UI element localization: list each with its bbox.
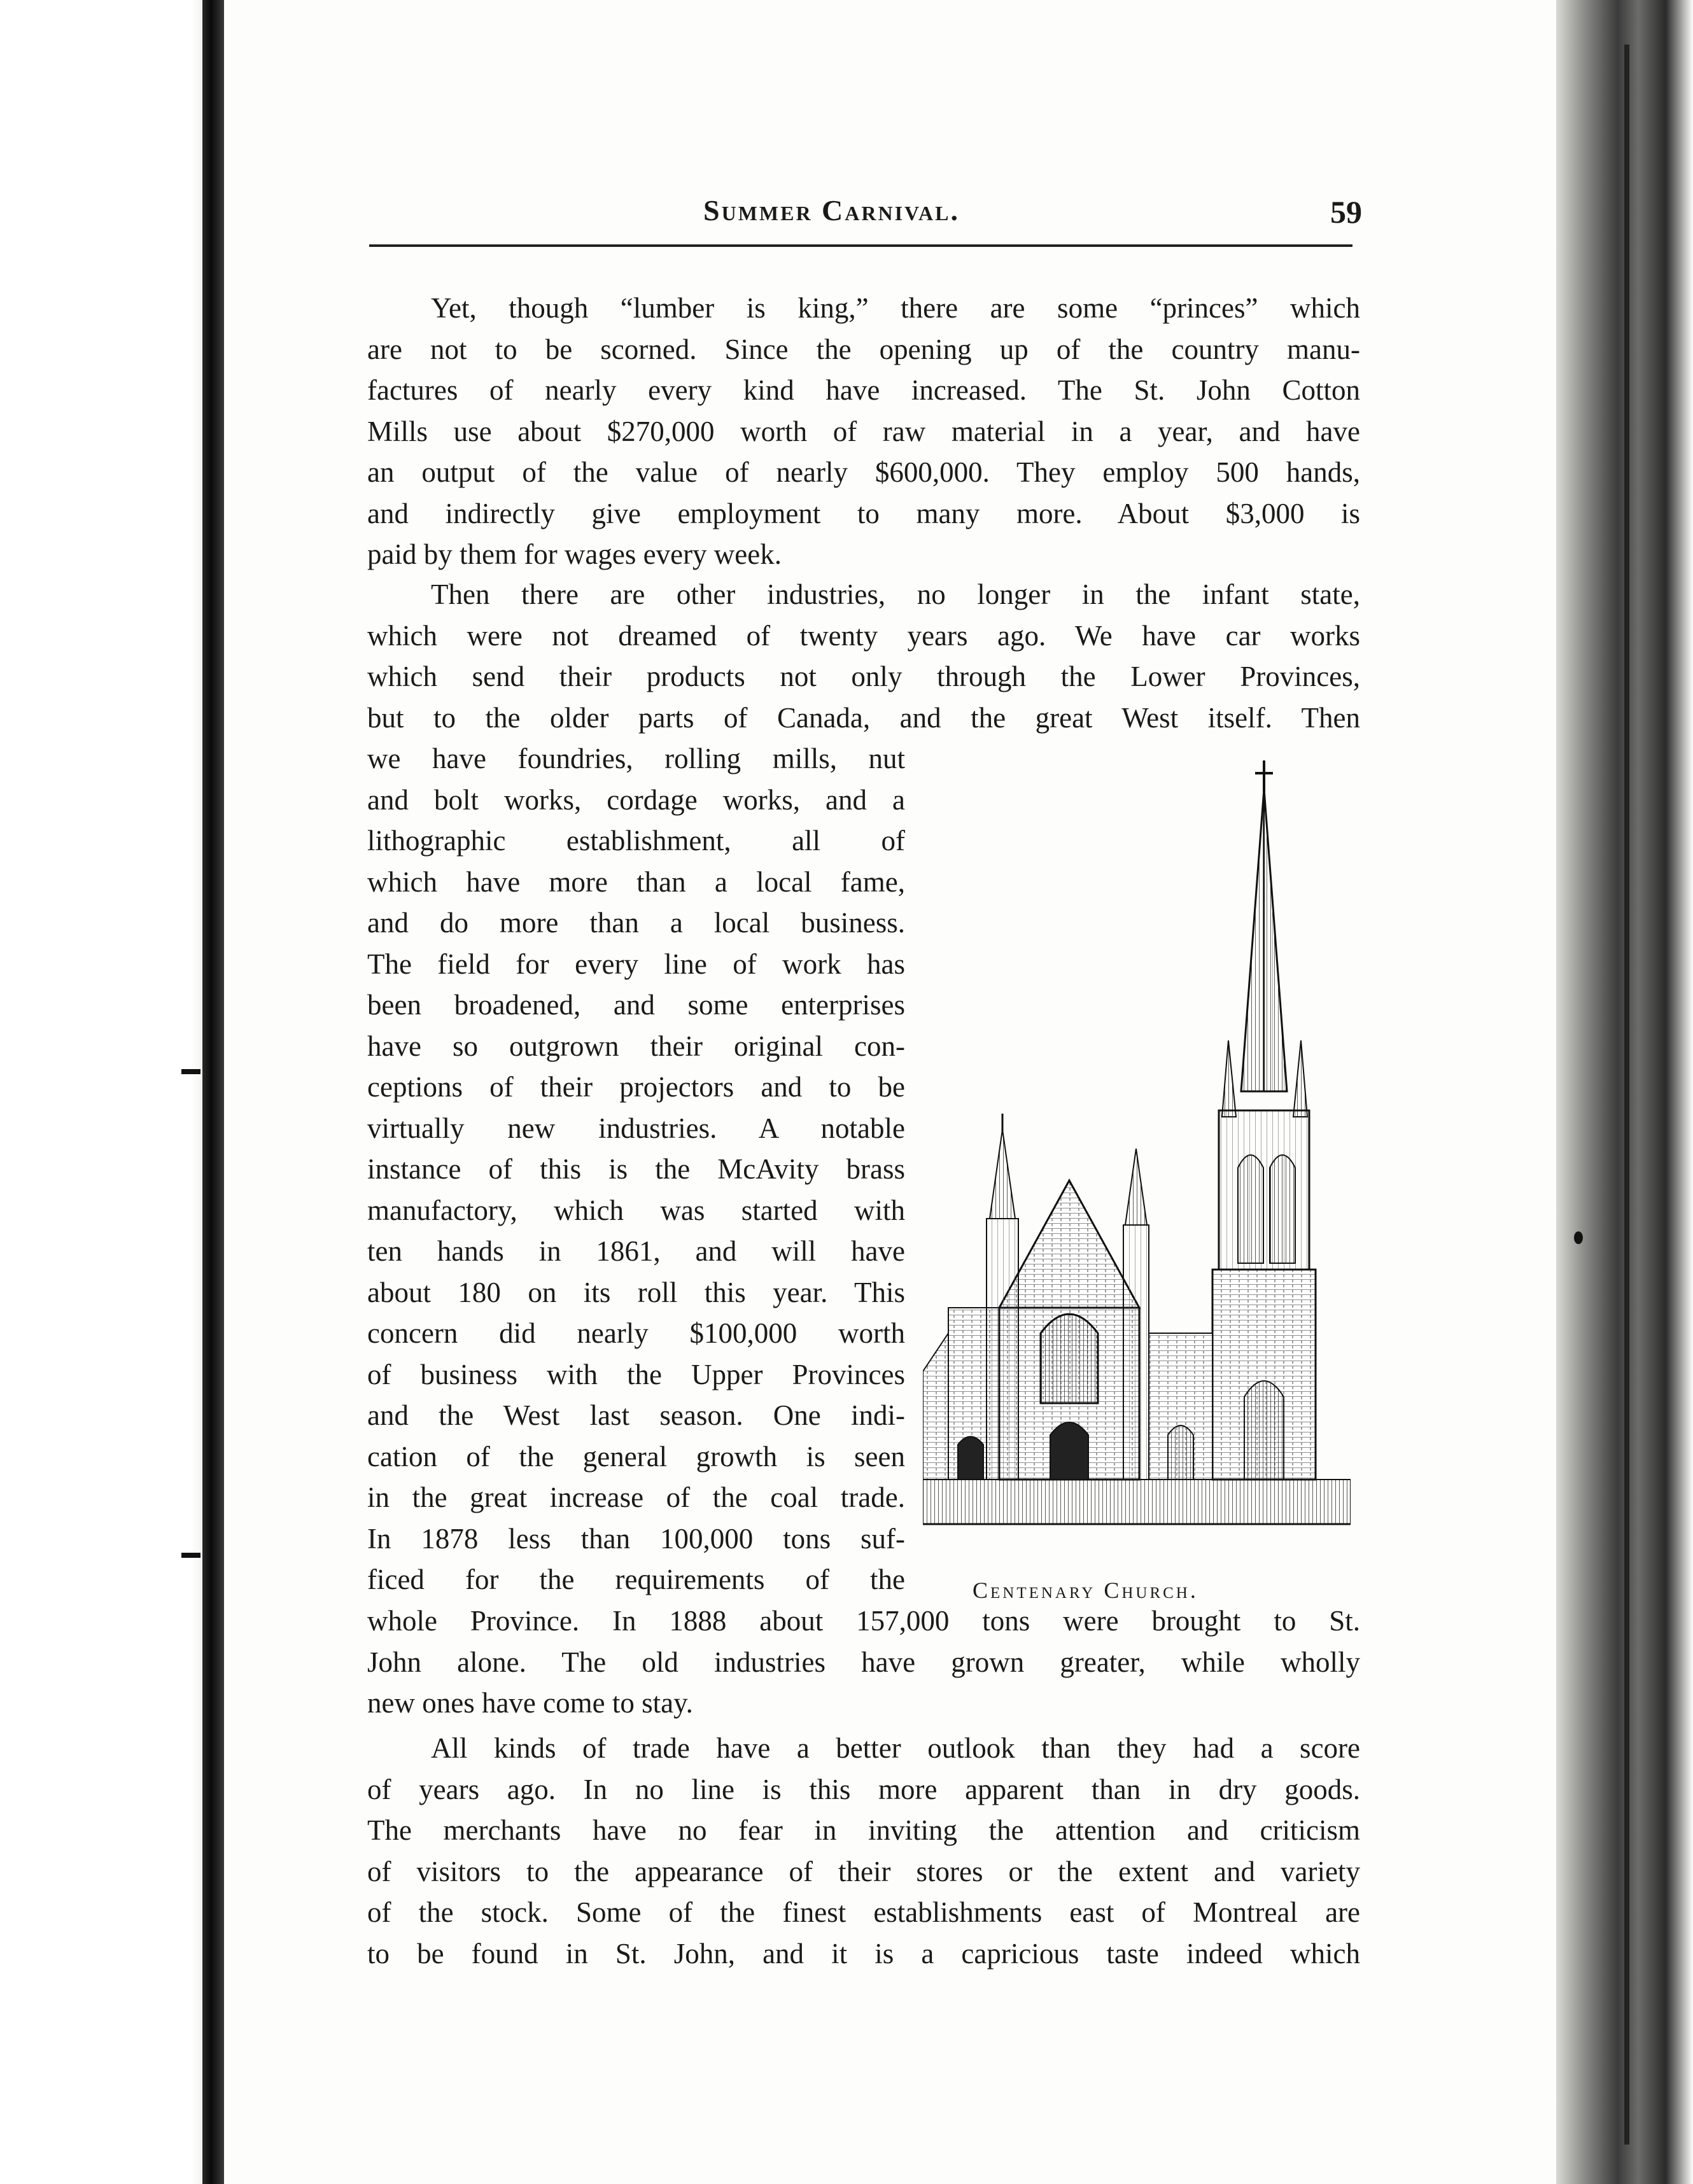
text-line: but to the older parts of Canada, and the great West itself. Then <box>367 701 1360 734</box>
figure-caption: Centenary Church. <box>973 1578 1198 1603</box>
text-line: lithographic establishment, all of <box>367 825 905 857</box>
text-line: whole Province. In 1888 about 157,000 tons were brought to St. <box>367 1605 1360 1637</box>
text-line: paid by them for wages every week. <box>367 538 782 570</box>
text-line: which send their products not only through the Lower Provinces, <box>367 661 1360 692</box>
text-line: factures of nearly every kind have increased. The St. John Cotton <box>367 374 1360 406</box>
text-line: ceptions of their projectors and to be <box>367 1071 905 1103</box>
text-line: are not to be scorned. Since the opening up of the country manu- <box>367 333 1360 365</box>
text-line: Mills use about $270,000 worth of raw material in a year, and have <box>367 415 1360 447</box>
text-line: The field for every line of work has <box>367 948 905 980</box>
text-line: which have more than a local fame, <box>367 865 905 898</box>
book-binding-edge <box>202 0 224 2184</box>
text-line: instance of this is the McAvity brass <box>367 1153 905 1185</box>
paragraph-2-full-width <box>367 574 1360 738</box>
paragraph-3 <box>367 1728 1360 1974</box>
text-line: All kinds of trade have a better outlook than they had a score <box>431 1732 1360 1764</box>
church-illustration <box>923 760 1351 1569</box>
text-line: been broadened, and some enterprises <box>367 989 905 1021</box>
running-title: Summer Carnival. <box>703 194 960 227</box>
text-line: and indirectly give employment to many more. About $3,000 is <box>367 497 1360 529</box>
text-line: have so outgrown their original con- <box>367 1030 905 1062</box>
text-line: of the stock. Some of the finest establishments east of Montreal are <box>367 1896 1360 1928</box>
scan-left-margin <box>0 0 216 2184</box>
text-line: of years ago. In no line is this more apparent than in dry goods. <box>367 1773 1360 1805</box>
paragraph-2-continuation <box>367 1600 1360 1724</box>
text-line: and the West last season. One indi- <box>367 1399 905 1431</box>
text-line: The merchants have no fear in inviting the attention and criticism <box>367 1814 1360 1846</box>
page-number: 59 <box>1330 194 1362 230</box>
text-line: ficed for the requirements of the <box>367 1564 905 1595</box>
text-line: cation of the general growth is seen <box>367 1440 905 1473</box>
text-line: we have foundries, rolling mills, nut <box>367 743 905 774</box>
text-line: to be found in St. John, and it is a capricious taste indeed which <box>367 1937 1360 1970</box>
text-line: and do more than a local business. <box>367 907 905 939</box>
text-line: concern did nearly $100,000 worth <box>367 1317 905 1349</box>
paragraph-2-column <box>367 738 905 1600</box>
text-line: of business with the Upper Provinces <box>367 1358 905 1390</box>
text-line: Yet, though “lumber is king,” there are some “princes” which <box>431 292 1360 324</box>
text-line: John alone. The old industries have grown greater, while wholly <box>367 1646 1360 1678</box>
text-line: new ones have come to stay. <box>367 1687 693 1719</box>
text-line: in the great increase of the coal trade. <box>367 1481 905 1513</box>
centenary-church-engraving <box>923 760 1351 1569</box>
binding-mark <box>181 1553 200 1558</box>
page-edge-line <box>1624 45 1629 2145</box>
text-line: about 180 on its roll this year. This <box>367 1276 905 1308</box>
binding-mark <box>181 1069 200 1074</box>
header-rule <box>369 244 1352 247</box>
text-line: which were not dreamed of twenty years ago. We have car works <box>367 619 1360 652</box>
text-line: of visitors to the appearance of their stores or the extent and variety <box>367 1855 1360 1887</box>
text-line: Then there are other industries, no longer in the infant state, <box>431 578 1360 610</box>
ink-speck <box>1574 1231 1583 1244</box>
paragraph-1 <box>367 288 1360 575</box>
text-line: and bolt works, cordage works, and a <box>367 783 905 816</box>
text-line: In 1878 less than 100,000 tons suf- <box>367 1522 905 1555</box>
text-line: virtually new industries. A notable <box>367 1112 905 1144</box>
running-header <box>369 191 1362 242</box>
text-line: manufactory, which was started with <box>367 1194 905 1226</box>
text-line: an output of the value of nearly $600,000. They employ 500 hands, <box>367 456 1360 488</box>
text-line: ten hands in 1861, and will have <box>367 1235 905 1267</box>
